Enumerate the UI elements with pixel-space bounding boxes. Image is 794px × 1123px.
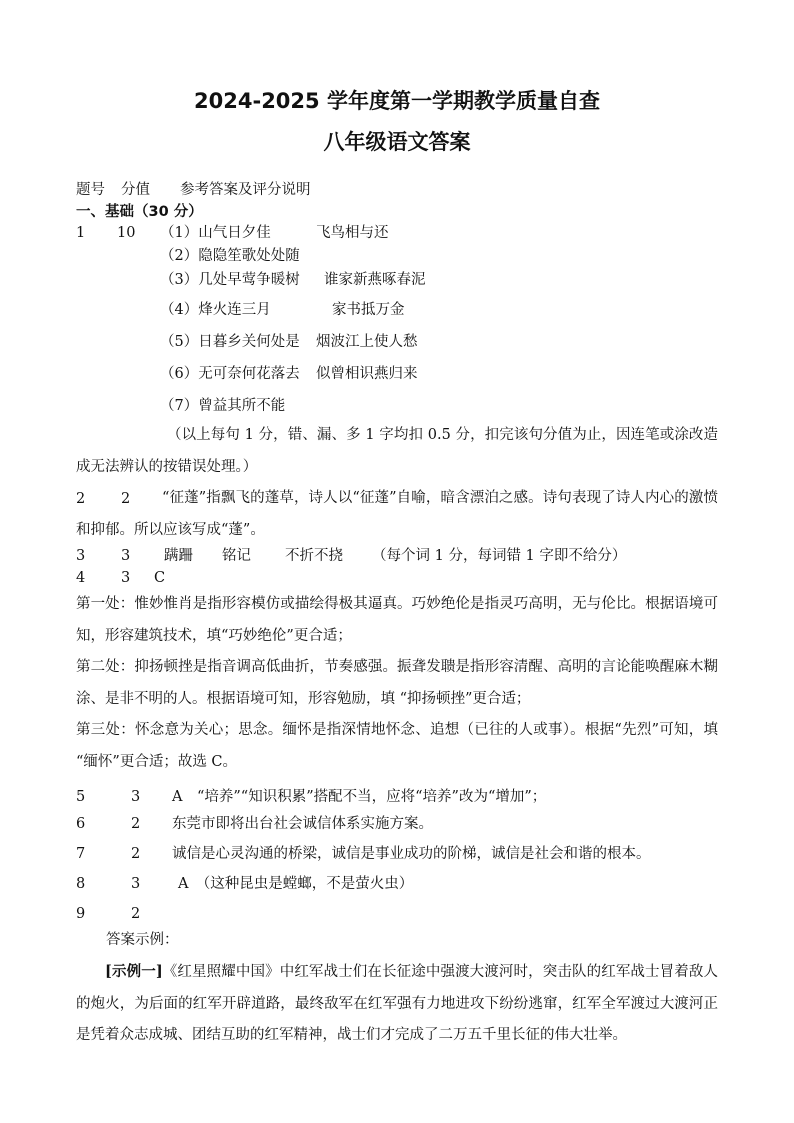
header-answer: 参考答案及评分说明 <box>180 182 311 198</box>
q1-item-4: （4）烽火连三月 <box>160 302 271 318</box>
q8-answer: A （这种昆虫是螳螂，不是萤火虫） <box>178 876 414 892</box>
q7-answer: 诚信是心灵沟通的桥梁，诚信是事业成功的阶梯，诚信是社会和谐的根本。 <box>172 846 651 862</box>
q1-score: 10 <box>117 225 136 241</box>
q4-explanation-3: 第三处：怀念意为关心；思念。缅怀是指深情地怀念、追想（已往的人或事）。根据“先烈”可知，填 “缅怀”更合适；故选 C。 <box>76 722 718 770</box>
exam-subtitle: 八年级语文答案 <box>323 130 471 154</box>
q1-item-7: （7）曾益其所不能 <box>160 398 286 414</box>
q4-explanation-1: 第一处：惟妙惟肖是指形容模仿或描绘得极其逼真。巧妙绝伦是指灵巧高明，无与伦比。根据语境可知，形容建筑技术，填“巧妙绝伦”更合适； <box>76 596 718 644</box>
q4-explanation-2: 第二处：抑扬顿挫是指音调高低曲折，节奏感强。振聋发聩是指形容清醒、高明的言论能唤醒麻木糊涂、是非不明的人。根据语境可知，形容勉励，填 “抑扬顿挫”更合适； <box>76 659 718 707</box>
q6-score: 2 <box>131 816 141 832</box>
q3-word-3: 不折不挠 <box>285 548 343 564</box>
q6-number: 6 <box>76 816 86 832</box>
q5-answer: A “培养”“知识积累”搭配不当，应将“培养”改为“增加”； <box>172 789 547 805</box>
q9-sample-label: 答案示例： <box>106 932 179 948</box>
q7-score: 2 <box>131 846 141 862</box>
q1-item-5b: 烟波江上使人愁 <box>316 334 418 350</box>
q8-number: 8 <box>76 876 86 892</box>
q8-score: 3 <box>131 876 141 892</box>
q5-score: 3 <box>131 789 141 805</box>
q4-answer: C <box>154 570 166 586</box>
q2-score: 2 <box>121 491 131 507</box>
q9-example <box>76 956 718 1052</box>
q9-example-text: 《红星照耀中国》中红军战士们在长征途中强渡大渡河时，突击队的红军战士冒着敌人的炮火，为后面的红军开辟道路，最终敌军在红军强有力地进攻下纷纷逃窜，红军全军渡过大渡河正是凭着众志成城、团结互助的红军精神，战士们才完成了二万五千里长征的伟大壮举。 <box>76 964 718 1043</box>
q1-item-1b: 飞鸟相与还 <box>316 225 389 241</box>
q6-answer: 东莞市即将出台社会诚信体系实施方案。 <box>172 816 433 832</box>
q7-number: 7 <box>76 846 86 862</box>
q4-number: 4 <box>76 570 86 586</box>
q3-word-1: 蹒跚 <box>164 548 193 564</box>
q1-scoring-note: （以上每句 1 分，错、漏、多 1 字均扣 0.5 分，扣完该句分值为止，因连笔或涂改造成无法辨认的按错误处理。） <box>76 427 718 475</box>
exam-title: 2024-2025 学年度第一学期教学质量自查 <box>194 89 600 113</box>
q1-item-2: （2）隐隐笙歌处处随 <box>160 248 300 264</box>
q1-item-5: （5）日暮乡关何处是 <box>160 334 300 350</box>
q3-word-2: 铭记 <box>222 548 251 564</box>
section-heading: 一、基础（30 分） <box>76 204 203 220</box>
q2-answer: “征蓬”指飘飞的蓬草，诗人以“征蓬”自喻，暗含漂泊之感。诗句表现了诗人内心的激愤和抑郁。所以应该写成“蓬”。 <box>76 490 718 538</box>
q3-number: 3 <box>76 548 86 564</box>
header-question: 题号 <box>76 182 105 198</box>
q1-item-1: （1）山气日夕佳 <box>160 225 271 241</box>
q9-example-label: [示例一] <box>105 963 163 980</box>
q9-number: 9 <box>76 906 86 922</box>
header-score: 分值 <box>121 182 150 198</box>
q1-item-4b: 家书抵万金 <box>332 302 405 318</box>
q3-note: （每个词 1 分，每词错 1 字即不给分） <box>372 548 627 564</box>
q1-item-3b: 谁家新燕啄春泥 <box>324 272 426 288</box>
q1-item-6: （6）无可奈何花落去 <box>160 366 300 382</box>
q1-item-6b: 似曾相识燕归来 <box>316 366 418 382</box>
q4-score: 3 <box>121 570 131 586</box>
q1-number: 1 <box>76 225 86 241</box>
q5-number: 5 <box>76 789 86 805</box>
q2-number: 2 <box>76 491 86 507</box>
q9-score: 2 <box>131 906 141 922</box>
q3-score: 3 <box>121 548 131 564</box>
q1-item-3: （3）几处早莺争暖树 <box>160 272 300 288</box>
